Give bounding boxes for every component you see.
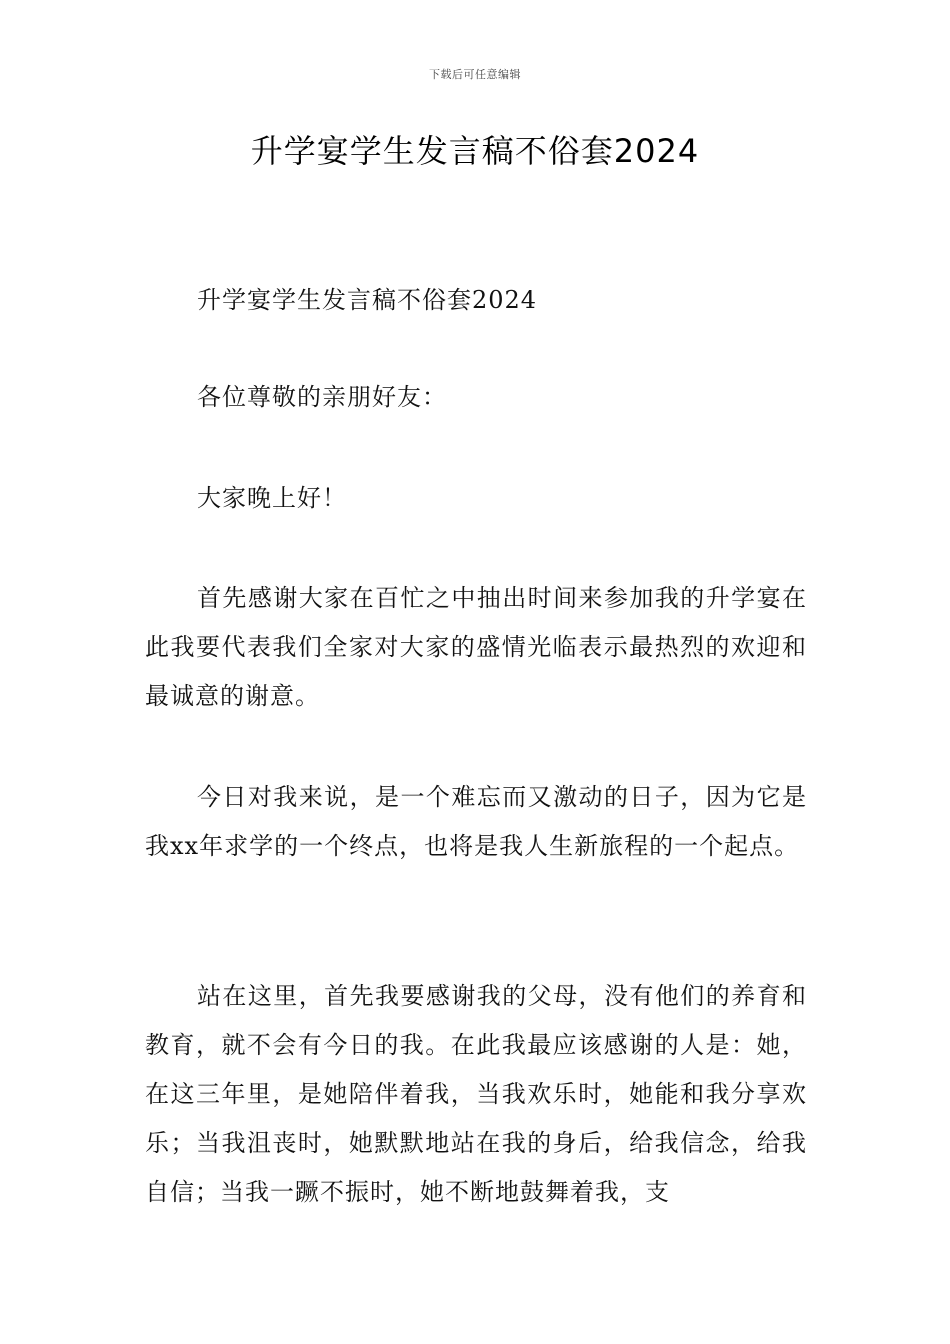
body-paragraph-milestone: 今日对我来说，是一个难忘而又激动的日子，因为它是我xx年求学的一个终点，也将是我人生新旅程的一个起点。: [145, 783, 807, 860]
subtitle-paragraph: 升学宴学生发言稿不俗套2024: [197, 286, 538, 314]
body-paragraph-thanks: 首先感谢大家在百忙之中抽出时间来参加我的升学宴在此我要代表我们全家对大家的盛情光临表示最热烈的欢迎和最诚意的谢意。: [145, 584, 807, 710]
header-note: 下载后可任意编辑: [429, 68, 521, 81]
body-paragraph-gratitude: 站在这里，首先我要感谢我的父母，没有他们的养育和教育，就不会有今日的我。在此我最应该感谢的人是：她，在这三年里，是她陪伴着我，当我欢乐时，她能和我分享欢乐；当我沮丧时，她默默地站在我的身后，给我信念，给我自信；当我一蹶不振时，她不断地鼓舞着我，支: [145, 982, 807, 1206]
document-title: 升学宴学生发言稿不俗套2024: [250, 132, 700, 170]
greeting-paragraph: 各位尊敬的亲朋好友：: [197, 383, 447, 411]
hello-paragraph: 大家晚上好！: [197, 484, 347, 512]
